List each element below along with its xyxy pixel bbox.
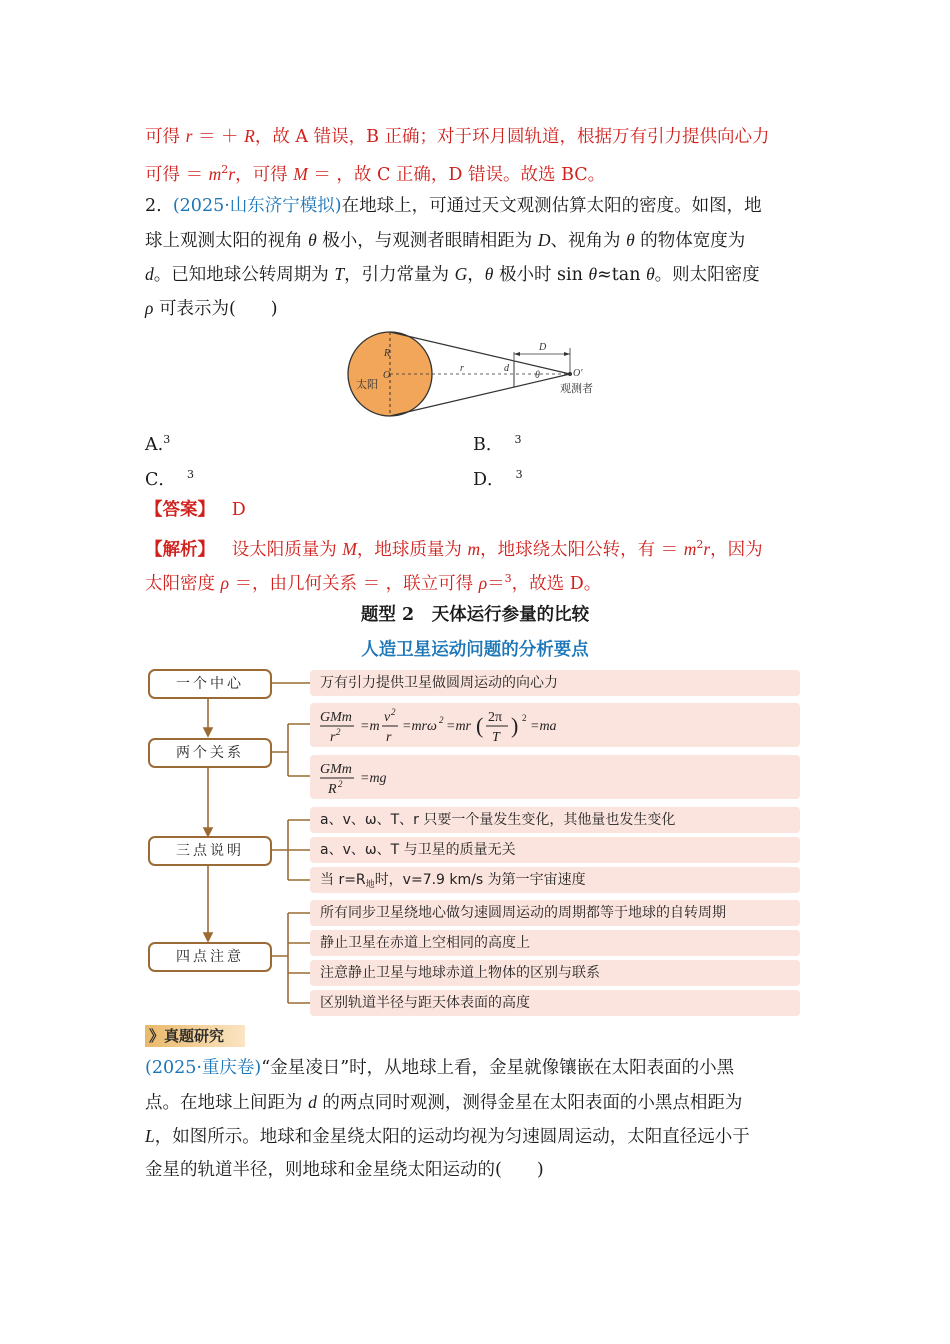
zhenti-line-1: (2025·重庆卷)“金星凌日”时，从地球上看，金星就像镶嵌在太阳表面的小黑 (145, 1058, 735, 1078)
svg-text:2: 2 (338, 779, 343, 789)
analysis-line-2: 太阳密度 ρ ＝，由几何关系 ＝ ，联立可得 ρ＝$^3$，故选 D。 (145, 572, 602, 594)
leaf-note-3: 当 $r=R_地$时，v=7.9 km/s 为第一宇宙速度 (310, 867, 800, 893)
label-r: r (460, 363, 464, 374)
dim-arrow-left (514, 352, 520, 356)
leaf-note-2: a、v、ω、T 与卫星的质量无关 (310, 837, 800, 863)
analysis-label: 【解析】 (145, 540, 215, 560)
svg-text:v: v (384, 710, 391, 725)
label-O: O (383, 370, 391, 381)
svg-text:2: 2 (439, 715, 444, 725)
label-sun: 太阳 (356, 378, 378, 391)
svg-text:T: T (492, 730, 500, 745)
option-B[interactable]: B． $^3$ (473, 433, 522, 455)
svg-text:2: 2 (522, 713, 527, 723)
svg-text:(: ( (476, 713, 484, 738)
section-subtitle: 人造卫星运动问题的分析要点 (361, 640, 589, 660)
label-O-prime: O′ (573, 368, 583, 379)
node-one-center: 一个中心 (148, 669, 272, 699)
leaf-note-1: a、v、ω、T、r 只要一个量发生变化，其他量也发生变化 (310, 807, 800, 833)
question-2-line-4: ρ 可表示为( ) (145, 298, 278, 319)
answer-line (145, 498, 810, 522)
svg-text:R: R (328, 782, 337, 797)
label-observer: 观测者 (560, 382, 593, 395)
satellite-analysis-mindmap (143, 664, 805, 1024)
node-two-relations: 两个关系 (148, 738, 272, 768)
question-2-line-2: 球上观测太阳的视角 θ 极小，与观测者眼睛相距为 D、视角为 θ 的物体宽度为 (145, 230, 746, 251)
question-2-line-1: 2. (2025·山东济宁模拟)在地球上，可通过天文观测估算太阳的密度。如图，地 (145, 196, 762, 216)
svg-text:r: r (330, 730, 336, 745)
leaf-relation-formula-1 (310, 703, 800, 747)
sun-observation-diagram (345, 328, 605, 420)
leaf-central-force: 万有引力提供卫星做圆周运动的向心力 (310, 670, 800, 696)
dim-arrow-right (564, 352, 570, 356)
svg-text:2: 2 (336, 727, 341, 737)
leaf-caution-3: 注意静止卫星与地球赤道上物体的区别与联系 (310, 960, 800, 986)
label-d: d (504, 363, 509, 374)
analysis-line-1: 【解析】 设太阳质量为 M，地球质量为 m，地球绕太阳公转，有 ＝ $m^2r$，因为 (145, 538, 763, 560)
question-2-line-3: d。已知地球公转周期为 T，引力常量为 G，θ 极小时 sin θ≈tan θ。则太阳密度 (145, 264, 760, 285)
label-D: D (539, 342, 547, 353)
zhenti-line-3: L，如图所示。地球和金星绕太阳的运动均视为匀速圆周运动，太阳直径远小于 (145, 1126, 750, 1147)
leaf-caution-1: 所有同步卫星绕地心做匀速圆周运动的周期都等于地球的自转周期 (310, 900, 800, 926)
real-exam-badge: 》真题研究 (145, 1025, 245, 1047)
zhenti-line-4: 金星的轨道半径，则地球和金星绕太阳运动的( ) (145, 1160, 544, 1180)
node-four-cautions: 四点注意 (148, 942, 272, 972)
answer-value: D (231, 500, 246, 520)
answer-label: 【答案】 (145, 500, 215, 520)
zhenti-line-2: 点。在地球上间距为 d 的两点同时观测，测得金星在太阳表面的小黑点相距为 (145, 1092, 743, 1113)
leaf-relation-formula-2 (310, 755, 800, 799)
label-theta: θ (535, 370, 540, 381)
prev-answer-line-1: 可得 r ＝ ＋ R，故 A 错误，B 正确；对于环月圆轨道，根据万有引力提供向心力 (145, 126, 770, 147)
svg-text:=mg: =mg (360, 771, 387, 786)
svg-text:=ma: =ma (530, 719, 557, 734)
option-A[interactable]: A.$^3$ (145, 433, 171, 455)
svg-text:GMm: GMm (320, 762, 352, 777)
svg-text:2: 2 (391, 707, 396, 717)
leaf-caution-4: 区别轨道半径与距天体表面的高度 (310, 990, 800, 1016)
prev-answer-line-2: 可得 ＝ $m^2r$，可得 M ＝ ，故 C 正确，D 错误。故选 BC。 (145, 163, 606, 185)
leaf-caution-2: 静止卫星在赤道上空相同的高度上 (310, 930, 800, 956)
section-title: 题型 2 天体运行参量的比较 (360, 605, 590, 625)
option-D[interactable]: D． $^3$ (473, 468, 523, 490)
node-three-notes: 三点说明 (148, 836, 272, 866)
svg-text:GMm: GMm (320, 710, 352, 725)
option-C[interactable]: C． $^3$ (145, 468, 195, 490)
svg-text:): ) (511, 713, 519, 738)
svg-text:=m: =m (360, 719, 380, 734)
svg-text:2π: 2π (488, 710, 503, 725)
formula-surface-gravity (318, 755, 438, 799)
svg-text:r: r (386, 730, 392, 745)
label-R: R (384, 348, 391, 359)
observer-point (568, 372, 572, 376)
svg-text:=mr: =mr (446, 719, 472, 734)
formula-gravity-centripetal (318, 703, 618, 747)
svg-text:=mrω: =mrω (402, 719, 437, 734)
